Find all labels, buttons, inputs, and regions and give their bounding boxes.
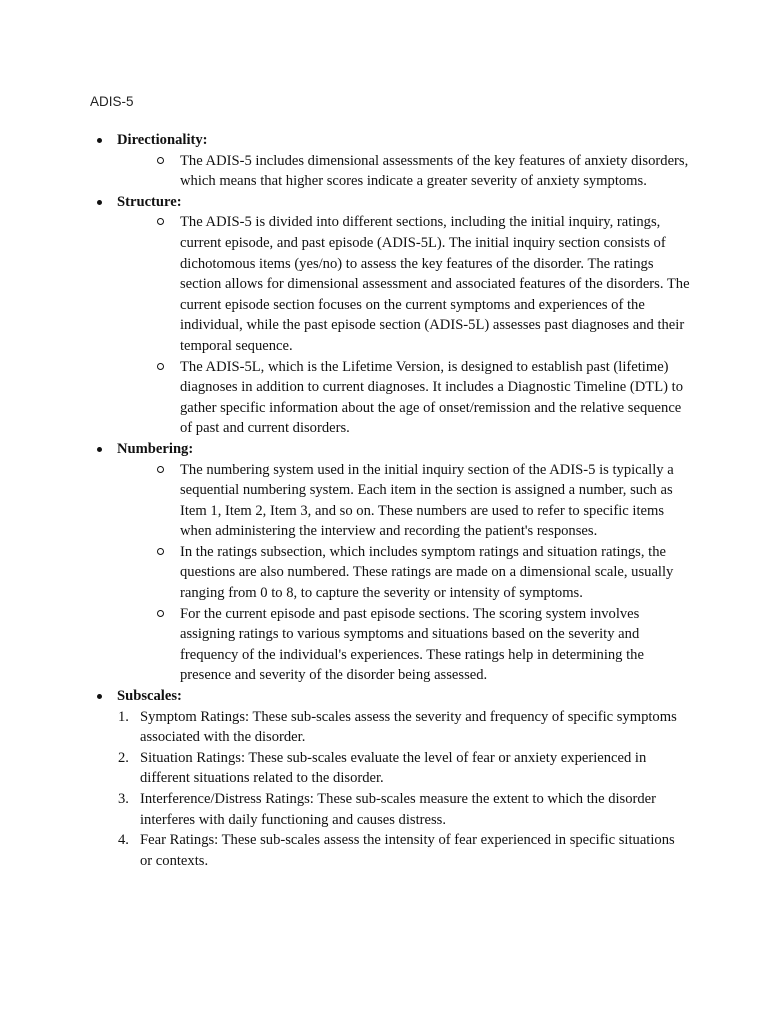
- item-number: 2.: [118, 749, 129, 766]
- section-heading: Structure:: [117, 193, 182, 210]
- section-heading: Subscales:: [117, 688, 182, 705]
- circle-bullet-icon: [157, 218, 164, 225]
- bullet-icon: [97, 447, 102, 452]
- section-heading: Numbering:: [117, 440, 194, 457]
- section-heading: Directionality:: [117, 132, 208, 148]
- list-item: [180, 542, 690, 604]
- bullet-icon: [97, 200, 102, 205]
- circle-bullet-icon: [157, 548, 164, 555]
- item-number: 3.: [118, 791, 129, 807]
- list-item-text: For the current episode and past episode sections. The scoring system involves assigning ratings to various symptoms and situations based on the severity and frequency of the individual's experiences. These ratings help in determining the presence and severity of the disorder being assessed.: [180, 605, 644, 684]
- sub-list: [117, 212, 690, 439]
- circle-bullet-icon: [157, 466, 164, 473]
- numbered-item: [118, 707, 690, 748]
- list-item: [180, 151, 690, 192]
- numbered-item: [118, 789, 690, 830]
- numbered-list: [117, 707, 690, 872]
- numbered-item-text: Symptom Ratings: These sub-scales assess the severity and frequency of specific symptoms associated with the disorder.: [140, 708, 677, 746]
- numbered-item-text: Situation Ratings: These sub-scales evaluate the level of fear or anxiety experienced in different situations related to the disorder.: [140, 749, 647, 787]
- circle-bullet-icon: [157, 157, 164, 164]
- section-structure: [90, 192, 690, 439]
- list-item-text: The ADIS-5L, which is the Lifetime Version, is designed to establish past (lifetime) diagnoses in addition to current diagnoses. It includes a Diagnostic Timeline (DTL) to gather specific information about the age of onset/remission and the relative sequence of past and current disorders.: [180, 358, 683, 437]
- list-item: [180, 604, 690, 686]
- numbered-item-text: Interference/Distress Ratings: These sub-scales measure the extent to which the disorder interferes with daily functioning and causes distress.: [140, 791, 657, 828]
- section-directionality: [90, 130, 690, 192]
- document-body: [90, 130, 690, 871]
- bullet-icon: [97, 694, 102, 699]
- list-item: [180, 460, 690, 542]
- item-number: 4.: [118, 832, 129, 849]
- sub-list: [117, 460, 690, 687]
- section-numbering: [90, 439, 690, 686]
- list-item-text: The ADIS-5 is divided into different sections, including the initial inquiry, ratings, current episode, and past episode (ADIS-5L). The initial inquiry section consists of dichotomous items (yes/no) to assess the key features of the disorder. The ratings section allows for dimensional assessment and associated features of the disorders. The current episode section focuses on the current symptoms and experiences of the individual, while the past episode section (ADIS-5L) assesses past diagnoses and their temporal sequence.: [180, 214, 690, 354]
- list-item-text: In the ratings subsection, which includes symptom ratings and situation ratings, the questions are also numbered. These ratings are made on a dimensional scale, usually ranging from 0 to 8, to capture the severity or intensity of symptoms.: [180, 543, 674, 602]
- item-number: 1.: [118, 708, 129, 725]
- document-title: ADIS-5: [90, 94, 134, 109]
- list-item: [180, 357, 690, 439]
- numbered-item-text: Fear Ratings: These sub-scales assess the intensity of fear experienced in specific situations or contexts.: [140, 832, 675, 869]
- section-list: [90, 130, 690, 871]
- bullet-icon: [97, 138, 102, 143]
- circle-bullet-icon: [157, 363, 164, 370]
- list-item: [180, 212, 690, 356]
- list-item-text: The ADIS-5 includes dimensional assessments of the key features of anxiety disorders, which means that higher scores indicate a greater severity of anxiety symptoms.: [180, 152, 689, 190]
- numbered-item: [118, 830, 690, 871]
- numbered-item: [118, 748, 690, 789]
- section-subscales: [90, 686, 690, 871]
- sub-list: [117, 151, 690, 192]
- circle-bullet-icon: [157, 610, 164, 617]
- list-item-text: The numbering system used in the initial inquiry section of the ADIS-5 is typically a sequential numbering system. Each item in the section is assigned a number, such as Item 1, Item 2, Item 3, and so on. These numbers are used to refer to specific items when administering the interview and recording the patient's responses.: [180, 461, 674, 540]
